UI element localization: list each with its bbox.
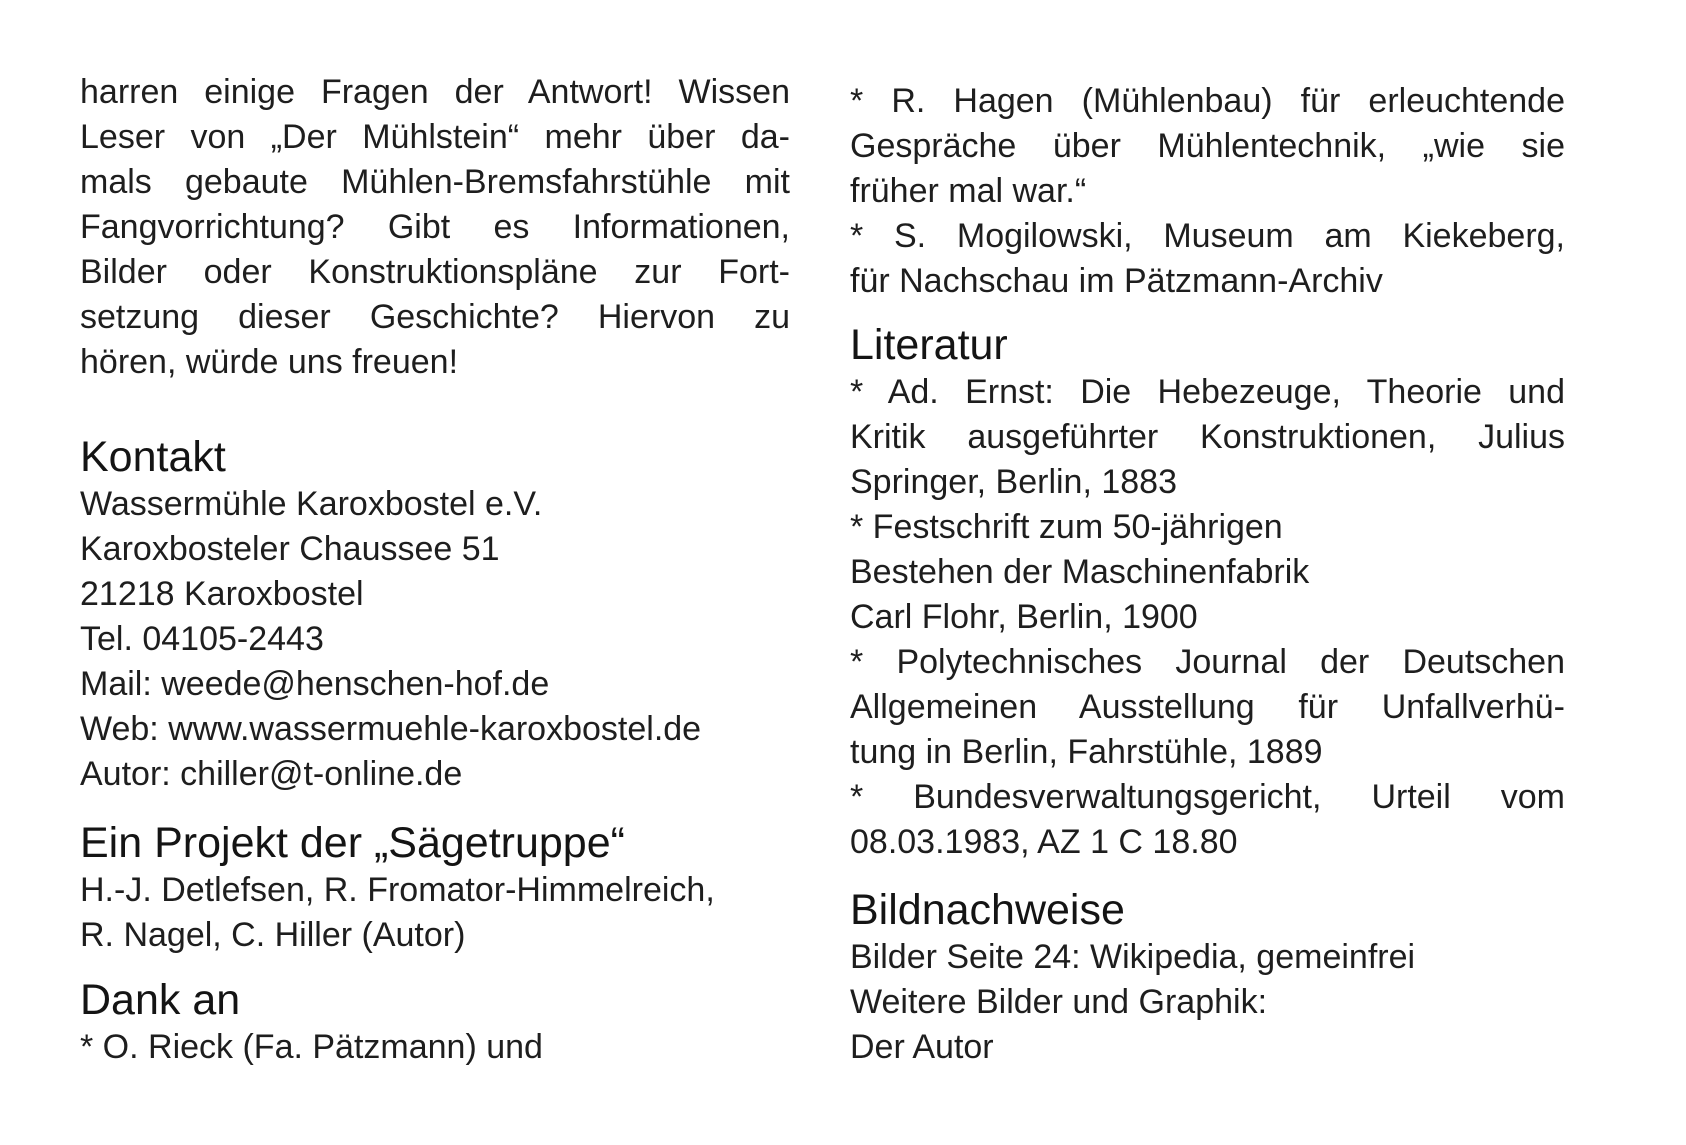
kontakt-street: Karoxbosteler Chaussee 51 <box>80 530 500 568</box>
bildnachweise-line: Der Autor <box>850 1028 994 1066</box>
intro-line: harren einige Fragen der Antwort! Wissen <box>80 73 790 111</box>
literatur-line: Allgemeinen Ausstellung für Unfallverhü- <box>850 688 1565 726</box>
dank-item: früher mal war.“ <box>850 172 1087 210</box>
intro-line: Leser von „Der Mühlstein“ mehr über da- <box>80 118 790 156</box>
dank-continued <box>850 79 1565 304</box>
intro-paragraph <box>80 70 790 385</box>
projekt-section <box>80 818 790 958</box>
kontakt-web: Web: www.wassermuehle-karoxbostel.de <box>80 710 702 748</box>
projekt-heading: Ein Projekt der „Sägetruppe“ <box>80 819 625 867</box>
literatur-line: Springer, Berlin, 1883 <box>850 463 1177 501</box>
literatur-line: Carl Flohr, Berlin, 1900 <box>850 598 1198 636</box>
dank-section <box>80 975 790 1070</box>
dank-item: für Nachschau im Pätzmann-Archiv <box>850 262 1383 300</box>
literatur-line: Bestehen der Maschinenfabrik <box>850 553 1310 591</box>
intro-line: mals gebaute Mühlen-Bremsfahrstühle mit <box>80 163 790 201</box>
literatur-line: * Bundesverwaltungsgericht, Urteil vom <box>850 778 1565 816</box>
literatur-line: tung in Berlin, Fahrstühle, 1889 <box>850 733 1323 771</box>
kontakt-section <box>80 432 790 797</box>
projekt-members: H.-J. Detlefsen, R. Fromator-Himmelreich, <box>80 871 715 909</box>
bildnachweise-line: Weitere Bilder und Graphik: <box>850 983 1268 1021</box>
intro-line: setzung dieser Geschichte? Hiervon zu <box>80 298 790 336</box>
kontakt-heading: Kontakt <box>80 433 226 481</box>
kontakt-author: Autor: chiller@t-online.de <box>80 755 463 793</box>
kontakt-phone: Tel. 04105-2443 <box>80 620 324 658</box>
literatur-section <box>850 320 1565 865</box>
kontakt-mail: Mail: weede@henschen-hof.de <box>80 665 550 703</box>
kontakt-org: Wassermühle Karoxbostel e.V. <box>80 485 543 523</box>
intro-line: Bilder oder Konstruktionspläne zur Fort- <box>80 253 790 291</box>
dank-item: Gespräche über Mühlentechnik, „wie sie <box>850 127 1565 165</box>
bildnachweise-section <box>850 885 1565 1070</box>
literatur-line: * Festschrift zum 50-jährigen <box>850 508 1283 546</box>
literatur-line: * Polytechnisches Journal der Deutschen <box>850 643 1565 681</box>
literatur-line: 08.03.1983, AZ 1 C 18.80 <box>850 823 1238 861</box>
bildnachweise-heading: Bildnachweise <box>850 886 1125 934</box>
literatur-line: Kritik ausgeführter Konstruktionen, Julius <box>850 418 1565 456</box>
literatur-heading: Literatur <box>850 321 1008 369</box>
projekt-members: R. Nagel, C. Hiller (Autor) <box>80 916 466 954</box>
kontakt-city: 21218 Karoxbostel <box>80 575 364 613</box>
dank-item: * R. Hagen (Mühlenbau) für erleuchtende <box>850 82 1565 120</box>
literatur-line: * Ad. Ernst: Die Hebezeuge, Theorie und <box>850 373 1565 411</box>
dank-item: * S. Mogilowski, Museum am Kiekeberg, <box>850 217 1565 255</box>
dank-heading: Dank an <box>80 976 241 1024</box>
intro-line: Fangvorrichtung? Gibt es Informationen, <box>80 208 790 246</box>
dank-item: * O. Rieck (Fa. Pätzmann) und <box>80 1028 543 1066</box>
bildnachweise-line: Bilder Seite 24: Wikipedia, gemeinfrei <box>850 938 1416 976</box>
intro-line: hören, würde uns freuen! <box>80 343 459 381</box>
